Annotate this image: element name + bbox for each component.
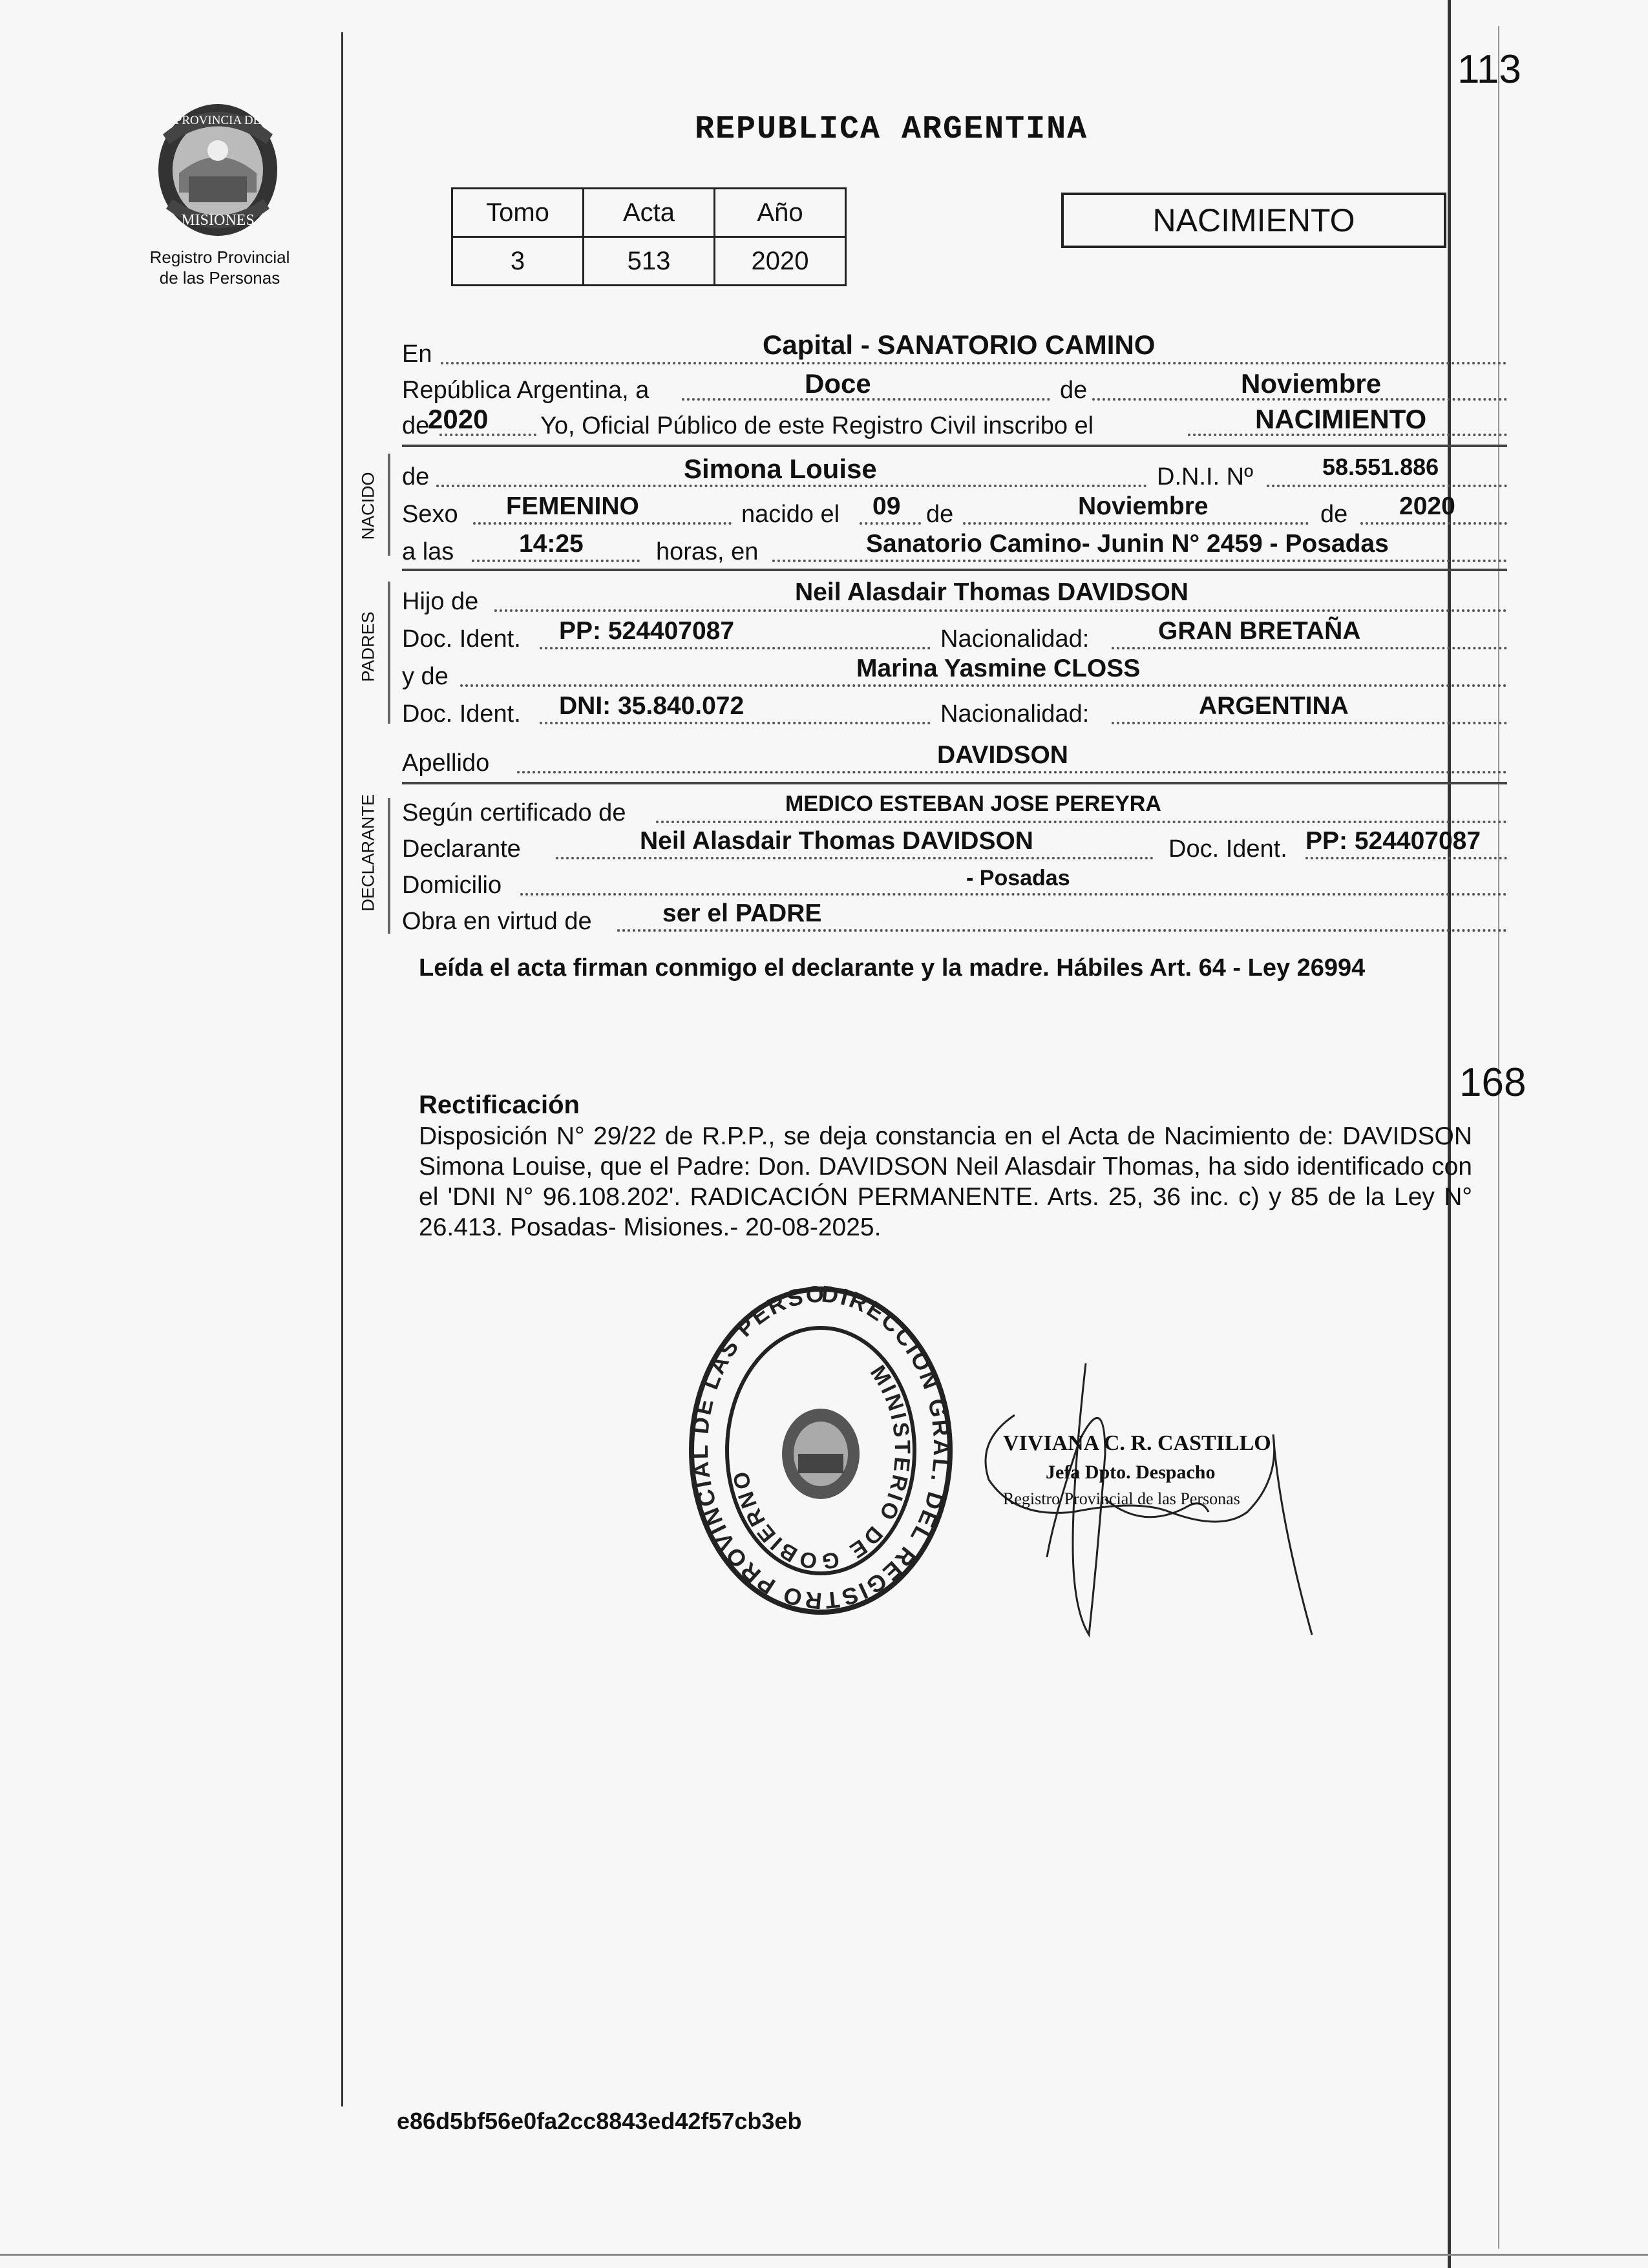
registration-year: 2020 bbox=[428, 404, 489, 434]
tomo-value: 3 bbox=[452, 237, 584, 286]
right-edge-line bbox=[1498, 26, 1499, 2249]
dotted-leader bbox=[517, 771, 1507, 773]
seal-ring-text: DIRECCION GRAL. DEL REGISTRO PROVINCIAL DE LAS PERSO bbox=[686, 1283, 956, 1615]
dotted-leader bbox=[520, 893, 1507, 896]
birth-year: 2020 bbox=[1399, 492, 1455, 520]
signatory-role: Jefa Dpto. Despacho bbox=[1046, 1462, 1216, 1483]
child-sex: FEMENINO bbox=[506, 492, 639, 520]
declarant-name: Neil Alasdair Thomas DAVIDSON bbox=[640, 827, 1033, 855]
acta-header: Acta bbox=[584, 189, 715, 237]
label-apellido: Apellido bbox=[402, 750, 490, 777]
section-bracket-declarante bbox=[388, 798, 390, 934]
declarant-role: ser el PADRE bbox=[662, 899, 822, 927]
registration-place: Capital - SANATORIO CAMINO bbox=[763, 330, 1156, 360]
label-y-de: y de bbox=[402, 663, 449, 690]
record-type-box: NACIMIENTO bbox=[1061, 193, 1446, 248]
anio-value: 2020 bbox=[715, 237, 846, 286]
child-dni: 58.551.886 bbox=[1322, 454, 1439, 480]
dotted-leader bbox=[441, 362, 1507, 364]
label-de-name: de bbox=[402, 463, 430, 490]
section-divider bbox=[402, 445, 1507, 447]
registration-day: Doce bbox=[805, 368, 871, 399]
tomo-header: Tomo bbox=[452, 189, 584, 237]
label-nacionalidad-father: Nacionalidad: bbox=[940, 625, 1090, 653]
dotted-leader bbox=[1267, 485, 1507, 487]
section-divider bbox=[402, 782, 1507, 784]
dotted-leader bbox=[460, 684, 1507, 687]
dotted-leader bbox=[860, 522, 921, 525]
dotted-leader bbox=[473, 522, 732, 525]
signature-statement: Leída el acta firman conmigo el declarante y la madre. Hábiles Art. 64 - Ley 26994 bbox=[419, 954, 1366, 982]
section-bracket-padres bbox=[388, 582, 390, 724]
birth-day: 09 bbox=[872, 492, 901, 520]
dotted-leader bbox=[540, 647, 931, 649]
registration-month: Noviembre bbox=[1241, 368, 1382, 399]
emblem-bottom-text: MISIONES bbox=[181, 212, 255, 229]
mother-document: DNI: 35.840.072 bbox=[559, 692, 745, 720]
left-margin-line bbox=[341, 32, 343, 2106]
label-domicilio: Domicilio bbox=[402, 872, 502, 899]
dotted-leader bbox=[494, 609, 1507, 612]
label-republica: República Argentina, a bbox=[402, 377, 650, 404]
section-divider bbox=[402, 569, 1507, 571]
label-nacionalidad-mother: Nacionalidad: bbox=[940, 700, 1090, 728]
label-de-year: de bbox=[402, 412, 430, 439]
label-segun-certificado: Según certificado de bbox=[402, 799, 626, 826]
section-label-padres: PADRES bbox=[358, 611, 378, 682]
dotted-leader bbox=[436, 485, 1147, 487]
child-name: Simona Louise bbox=[684, 454, 877, 484]
mother-name: Marina Yasmine CLOSS bbox=[856, 655, 1141, 682]
section-label-declarante: DECLARANTE bbox=[358, 793, 378, 912]
medical-certificate: MEDICO ESTEBAN JOSE PEREYRA bbox=[785, 792, 1161, 816]
birth-month: Noviembre bbox=[1078, 492, 1209, 520]
folio-number-secondary: 168 bbox=[1459, 1060, 1527, 1105]
declarant-document: PP: 524407087 bbox=[1305, 827, 1481, 855]
acta-value: 513 bbox=[584, 237, 715, 286]
label-doc-ident-declarant: Doc. Ident. bbox=[1168, 835, 1287, 863]
surname: DAVIDSON bbox=[937, 741, 1068, 769]
birth-place: Sanatorio Camino- Junin N° 2459 - Posadas bbox=[866, 530, 1389, 558]
mother-nationality: ARGENTINA bbox=[1199, 692, 1349, 720]
label-horas-en: horas, en bbox=[656, 538, 759, 565]
dotted-leader bbox=[963, 522, 1309, 525]
seal-inner-text: MINISTERIO DE GOBIERNO bbox=[728, 1361, 915, 1575]
label-obra-en-virtud: Obra en virtud de bbox=[402, 908, 592, 935]
father-document: PP: 524407087 bbox=[559, 617, 735, 645]
declarant-address: - Posadas bbox=[966, 866, 1070, 890]
label-declarante: Declarante bbox=[402, 835, 521, 863]
bottom-edge-line bbox=[0, 2254, 1648, 2256]
label-doc-ident-mother: Doc. Ident. bbox=[402, 700, 521, 728]
registry-reference-table bbox=[451, 187, 847, 286]
label-nacido-el: nacido el bbox=[741, 501, 840, 528]
dotted-leader bbox=[772, 560, 1507, 562]
logo-caption-line-1: Registro Provincial bbox=[149, 247, 290, 267]
dotted-leader bbox=[1112, 647, 1507, 649]
dotted-leader bbox=[617, 929, 1507, 932]
folio-number: 113 bbox=[1457, 47, 1521, 92]
signatory-name: VIVIANA C. R. CASTILLO bbox=[1003, 1431, 1271, 1455]
signatory-office: Registro Provincial de las Personas bbox=[1003, 1489, 1240, 1508]
label-sexo: Sexo bbox=[402, 501, 458, 528]
official-seal bbox=[685, 1283, 956, 1619]
label-dni: D.N.I. Nº bbox=[1157, 463, 1253, 490]
logo-caption-line-2: de las Personas bbox=[159, 268, 280, 288]
label-en: En bbox=[402, 341, 432, 368]
rectification-text: Disposición N° 29/22 de R.P.P., se deja constancia en el Acta de Nacimiento de: DAVIDSON Simona Louise, que el Padre: Don. DAVIDSON Neil Alasdair Thomas, ha sido identificado con el 'DNI N° 96.108.202'. RADICACIÓN PERMANENTE. Arts. 25, 36 inc. c) y 85 de la Ley N° 26.413. Posadas- Misiones.- 20-08-2025. bbox=[419, 1122, 1472, 1241]
document-title: REPUBLICA ARGENTINA bbox=[695, 111, 1088, 148]
logo-caption bbox=[123, 247, 317, 288]
emblem-top-text: PROVINCIA DE bbox=[174, 114, 261, 127]
label-hijo-de: Hijo de bbox=[402, 588, 479, 615]
label-de-month: de bbox=[926, 501, 954, 528]
document-hash: e86d5bf56e0fa2cc8843ed42f57cb3eb bbox=[397, 2108, 802, 2134]
father-nationality: GRAN BRETAÑA bbox=[1158, 617, 1361, 645]
section-bracket-nacido bbox=[388, 454, 390, 556]
father-name: Neil Alasdair Thomas DAVIDSON bbox=[795, 578, 1188, 606]
rectification-title: Rectificación bbox=[419, 1091, 580, 1119]
dotted-leader bbox=[1112, 722, 1507, 724]
dotted-leader bbox=[656, 821, 1507, 823]
registrar-statement: Yo, Oficial Público de este Registro Civil inscribo el bbox=[540, 412, 1094, 439]
label-a-las: a las bbox=[402, 538, 454, 565]
label-de-year: de bbox=[1320, 501, 1348, 528]
registration-type: NACIMIENTO bbox=[1255, 404, 1427, 434]
dotted-leader bbox=[1360, 522, 1507, 525]
label-doc-ident-father: Doc. Ident. bbox=[402, 625, 521, 653]
dotted-leader bbox=[1305, 857, 1507, 859]
dotted-leader bbox=[540, 722, 931, 724]
section-label-nacido: NACIDO bbox=[358, 472, 378, 540]
label-de: de bbox=[1060, 377, 1088, 404]
dotted-leader bbox=[472, 560, 640, 562]
province-emblem bbox=[150, 96, 286, 244]
anio-header: Año bbox=[715, 189, 846, 237]
birth-time: 14:25 bbox=[519, 530, 584, 558]
dotted-leader bbox=[556, 857, 1154, 859]
